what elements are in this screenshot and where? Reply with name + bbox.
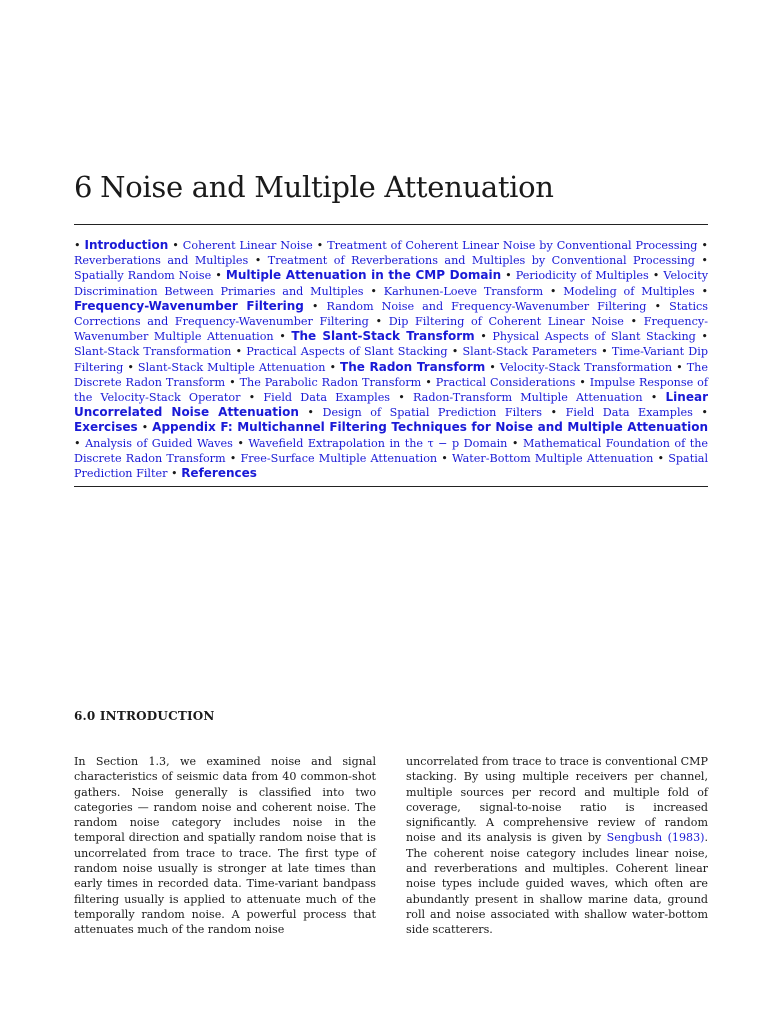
bullet-separator: • <box>441 451 453 465</box>
chapter-number: 6 <box>74 170 93 204</box>
top-divider <box>74 224 708 225</box>
toc-section-link[interactable]: Multiple Attenuation in the CMP Domain <box>225 268 502 283</box>
toc-subsection-link[interactable]: Spatial Prediction Filter <box>74 451 709 481</box>
bullet-separator: • <box>254 254 268 268</box>
bullet-separator: • <box>229 375 240 389</box>
bullet-separator: • <box>425 375 436 389</box>
bullet-separator: • <box>451 345 463 359</box>
toc-subsection-link[interactable]: Frequency-Wavenumber Multiple Attenuation <box>74 315 708 344</box>
toc-subsection-link[interactable]: Velocity Discrimination Between Primaries and Multiples <box>74 269 709 298</box>
bullet-separator: • <box>375 315 389 329</box>
toc-subsection-link[interactable]: Periodicity of Multiples <box>515 269 649 283</box>
bullet-separator: • <box>701 330 708 344</box>
bullet-separator: • <box>398 391 413 405</box>
toc-subsection-link[interactable]: Statics Corrections and Frequency-Wavenumber Filtering <box>74 299 709 329</box>
bullet-separator: • <box>141 421 153 435</box>
toc-subsection-link[interactable]: Free-Surface Multiple Attenuation <box>240 451 438 465</box>
toc-section-link[interactable]: Frequency-Wavenumber Filtering <box>74 298 304 313</box>
toc-subsection-link[interactable]: Coherent Linear Noise <box>182 239 313 252</box>
body-text: uncorrelated from trace to trace is conventional CMP stacking. By using multiple receivers per channel, multiple sources per record and multiple fold of coverage, signal-to-noise ratio is increased significantly. A comprehensive review of random noise and its analysis is given by <box>406 755 708 845</box>
toc-section-link[interactable]: Introduction <box>84 238 169 252</box>
toc-subsection-link[interactable]: Slant-Stack Parameters <box>462 345 598 359</box>
bullet-separator: • <box>370 284 384 298</box>
toc-subsection-link[interactable]: The Discrete Radon Transform <box>74 360 709 389</box>
toc-subsection-link[interactable]: Practical Considerations <box>435 375 576 389</box>
toc-subsection-link[interactable]: Slant-Stack Multiple Attenuation <box>137 360 326 374</box>
toc-subsection-link[interactable]: The Parabolic Radon Transform <box>239 375 422 389</box>
toc-section-link[interactable]: The Slant-Stack Transform <box>291 329 475 344</box>
bullet-separator: • <box>511 436 523 450</box>
toc-section-link[interactable]: References <box>181 466 257 481</box>
toc-subsection-link[interactable]: Random Noise and Frequency-Wavenumber Filtering <box>326 299 647 313</box>
chapter-title-text: Noise and Multiple Attenuation <box>100 170 554 204</box>
toc-section-link[interactable]: Appendix F: Multichannel Filtering Techniques for Noise and Multiple Attenuation <box>152 420 709 435</box>
bullet-separator: • <box>171 467 182 481</box>
toc-subsection-link[interactable]: Slant-Stack Transformation <box>74 345 232 359</box>
bullet-separator: • <box>579 375 590 389</box>
body-column-left: In Section 1.3, we examined noise and signal characteristics of seismic data from 40 common-shot gathers. Noise generally is classified into two categories — random noise and coherent noise. The random noise category includes noise in the temporal direction and spatially random noise that is uncorrelated from trace to trace. The first type of random noise usually is stronger at late times than early times in recorded data. Time-variant bandpass filtering usually is applied to attenuate much of the temporally random noise. A powerful process that attenuates much of the random noise <box>74 755 376 937</box>
bottom-divider <box>74 486 708 487</box>
chapter-contents <box>74 238 708 481</box>
bullet-separator: • <box>237 436 249 450</box>
bullet-separator: • <box>630 315 644 329</box>
toc-subsection-link[interactable]: Radon-Transform Multiple Attenuation <box>412 391 643 405</box>
bullet-separator: • <box>601 345 612 359</box>
bullet-separator: • <box>127 360 138 374</box>
bullet-separator: • <box>701 284 709 298</box>
toc-subsection-link[interactable]: Physical Aspects of Slant Stacking <box>492 330 696 344</box>
bullet-separator: • <box>311 299 327 313</box>
toc-subsection-link[interactable]: Velocity-Stack Transformation <box>499 360 673 374</box>
bullet-separator: • <box>652 269 664 283</box>
toc-subsection-link[interactable]: Modeling of Multiples <box>563 284 695 298</box>
bullet-separator: • <box>74 436 86 450</box>
toc-section-link[interactable]: Linear Uncorrelated Noise Attenuation <box>74 390 708 420</box>
bullet-separator: • <box>654 299 670 313</box>
toc-subsection-link[interactable]: Water-Bottom Multiple Attenuation <box>452 451 654 465</box>
bullet-separator: • <box>229 451 241 465</box>
toc-subsection-link[interactable]: Field Data Examples <box>263 391 391 405</box>
toc-subsection-link[interactable]: Reverberations and Multiples <box>74 254 249 268</box>
bullet-separator: • <box>279 330 292 344</box>
bullet-separator: • <box>701 406 708 420</box>
bullet-separator: • <box>74 239 85 252</box>
bullet-separator: • <box>489 360 500 374</box>
toc-section-link[interactable]: Exercises <box>74 420 138 435</box>
bullet-separator: • <box>329 360 341 374</box>
bullet-separator: • <box>676 360 687 374</box>
citation-link[interactable]: Sengbush (1983) <box>606 831 705 845</box>
toc-subsection-link[interactable]: Spatially Random Noise <box>74 269 212 283</box>
toc-subsection-link[interactable]: Wavefield Extrapolation in the τ − p Domain <box>248 436 508 450</box>
toc-subsection-link[interactable]: Karhunen-Loeve Transform <box>383 284 544 298</box>
bullet-separator: • <box>248 391 264 405</box>
bullet-separator: • <box>307 406 323 420</box>
toc-subsection-link[interactable]: Mathematical Foundation of the Discrete Radon Transform <box>74 436 709 465</box>
bullet-separator: • <box>701 239 709 252</box>
body-column-right <box>406 754 708 938</box>
toc-subsection-link[interactable]: Design of Spatial Prediction Filters <box>322 406 542 420</box>
bullet-separator: • <box>215 269 226 283</box>
toc-subsection-link[interactable]: Dip Filtering of Coherent Linear Noise <box>388 315 624 329</box>
toc-subsection-link[interactable]: Time-Variant Dip Filtering <box>74 345 709 374</box>
bullet-separator: • <box>650 391 666 405</box>
section-heading: 6.0 INTRODUCTION <box>74 709 215 723</box>
toc-subsection-link[interactable]: Analysis of Guided Waves <box>85 436 233 450</box>
chapter-title <box>74 170 554 204</box>
body-text: . The coherent noise category includes linear noise, and reverberations and multiples. Coherent linear noise types include guided waves, which often are abundantly present in shallow marine data, ground roll and noise associated with shallow water-bottom side scatterers. <box>406 831 708 937</box>
bullet-separator: • <box>549 284 564 298</box>
bullet-separator: • <box>480 330 493 344</box>
bullet-separator: • <box>235 345 247 359</box>
toc-section-link[interactable]: The Radon Transform <box>340 359 486 374</box>
toc-subsection-link[interactable]: Practical Aspects of Slant Stacking <box>246 345 448 359</box>
toc-subsection-link[interactable]: Field Data Examples <box>565 406 693 420</box>
bullet-separator: • <box>505 269 516 283</box>
toc-subsection-link[interactable]: Impulse Response of the Velocity-Stack Operator <box>74 375 709 405</box>
bullet-separator: • <box>657 451 669 465</box>
bullet-separator: • <box>701 254 709 268</box>
toc-subsection-link[interactable]: Treatment of Coherent Linear Noise by Conventional Processing <box>327 239 698 252</box>
bullet-separator: • <box>172 239 183 252</box>
bullet-separator: • <box>550 406 566 420</box>
toc-subsection-link[interactable]: Treatment of Reverberations and Multiples by Conventional Processing <box>267 254 695 268</box>
bullet-separator: • <box>316 239 328 252</box>
